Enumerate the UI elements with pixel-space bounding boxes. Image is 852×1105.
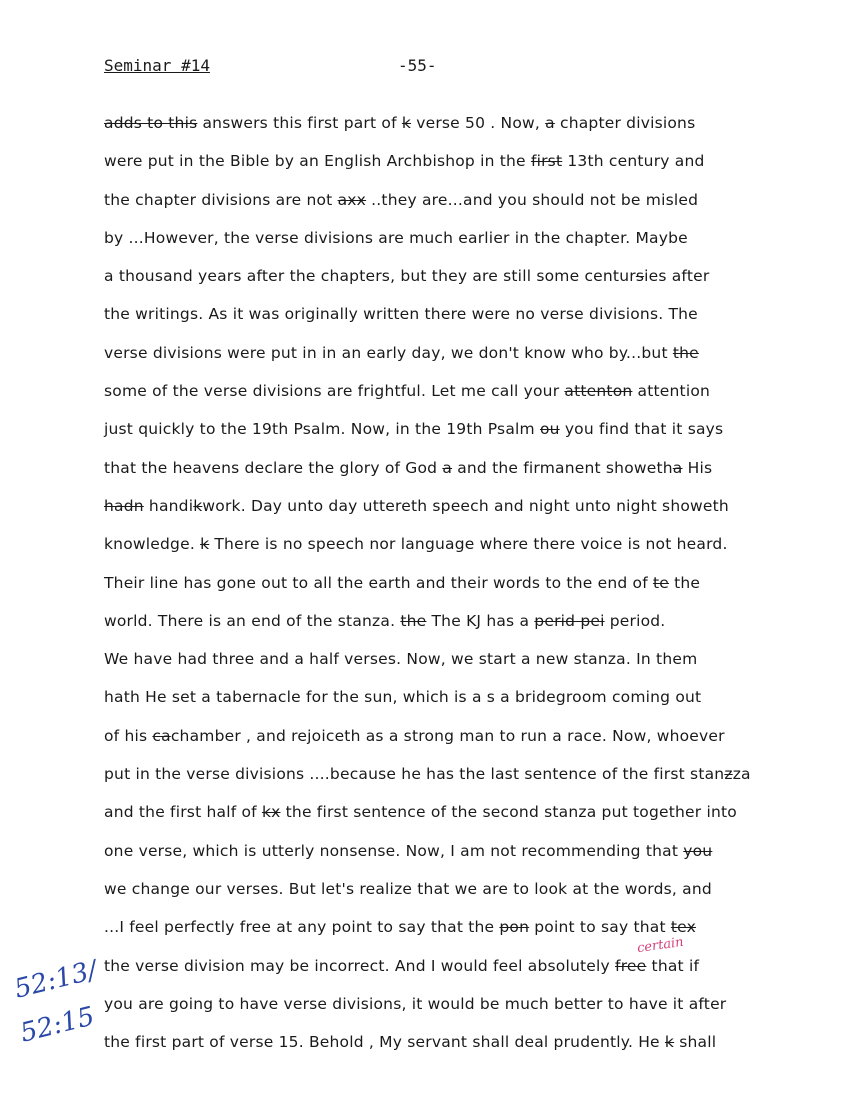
struck-text: hadn [104,496,144,515]
text-line [104,879,794,917]
text-segment: point to say that [529,918,671,937]
text-segment: and the firmanent showeth [452,458,673,477]
text-segment: one verse, which is utterly nonsense. Now, I am not recommending that [104,841,684,860]
text-segment: just quickly to the 19th Psalm. Now, in the 19th Psalm [104,420,540,439]
text-segment: we change our verses. But let's realize that we are to look at the words, and [104,879,712,898]
text-segment: answers this first part of [197,114,402,132]
text-segment: verse 50 . Now, [411,114,546,132]
handwritten-correction: certain [636,934,685,957]
text-segment: handi [143,496,194,515]
text-line [104,534,794,572]
struck-text: axx [337,190,367,209]
text-segment: that if [646,956,700,975]
text-segment: period. [604,611,666,630]
text-segment: the first sentence of the second stanza put together into [280,803,737,822]
text-line [104,458,794,496]
text-segment: ies after [644,267,710,286]
text-segment: some of the verse divisions are frightful. Let me call your [104,382,565,401]
struck-text: kx [261,803,281,822]
text-segment: Their line has gone out to all the earth and their words to the end of [104,573,653,592]
text-segment: a thousand years after the chapters, but they are still some centur [104,267,636,286]
struck-text: adds to this [104,114,198,132]
struck-text: ca [152,726,171,745]
text-segment: The KJ has a [426,611,535,630]
text-segment: chamber , and rejoiceth as a strong man to run a race. Now, whoever [170,726,725,745]
text-line [104,381,794,419]
text-line [104,304,794,342]
text-segment: you are going to have verse divisions, it would be much better to have it after [104,994,727,1013]
struck-text: a [672,458,683,477]
struck-text: the [672,343,699,362]
text-line [104,1032,794,1070]
struck-text: you [683,841,713,860]
text-segment: hath He set a tabernacle for the sun, which is a s a bridegroom coming out [104,688,702,707]
text-segment: were put in the Bible by an English Archbishop in the [104,152,531,171]
typed-text-body [104,113,794,1070]
struck-text: k [664,1033,675,1052]
struck-text: a [545,114,555,132]
text-segment: of his [104,726,153,745]
struck-text: k [200,535,210,554]
struck-text: ou [539,420,560,439]
struck-text: k [401,114,412,132]
text-segment: knowledge. [104,535,201,554]
text-segment: work. Day unto day uttereth speech and night unto night showeth [202,496,729,515]
text-line [104,611,794,649]
text-line [104,649,794,687]
text-segment: ..they are...and you should not be misled [366,190,699,209]
page-header [104,56,210,75]
text-line [104,994,794,1032]
page-number: -55- [398,56,437,75]
text-segment: put in the verse divisions ....because he has the last sentence of the first stan [104,765,725,784]
text-segment: the verse division may be incorrect. And I would feel absolutely [104,956,616,975]
struck-text: free [615,956,647,975]
text-line [104,687,794,725]
struck-text: k [193,496,203,515]
text-line [104,190,794,228]
text-segment: 13th century and [562,152,705,171]
text-segment: We have had three and a half verses. Now, we start a new stanza. In them [104,650,698,669]
struck-text: attenton [564,382,633,401]
struck-text: pon [499,918,530,937]
text-segment: the chapter divisions are not [104,190,338,209]
text-segment: by ...However, the verse divisions are much earlier in the chapter. Maybe [104,228,688,247]
text-segment: There is no speech nor language where there voice is not heard. [209,535,728,554]
text-segment: that the heavens declare the glory of God [104,458,443,477]
text-segment: verse divisions were put in in an early day, we don't know who by...but [104,343,673,362]
struck-text: perid pei [534,611,605,630]
struck-text: first [530,152,563,171]
text-line [104,496,794,534]
text-line [104,841,794,879]
text-segment: the writings. As it was originally written there were no verse divisions. The [104,305,698,324]
text-segment: the [669,573,701,592]
struck-text: a [442,458,453,477]
struck-text: z [724,765,733,784]
text-line [104,266,794,304]
text-line [104,573,794,611]
text-segment: chapter divisions [554,114,696,132]
struck-text: the [400,611,427,630]
text-line [104,802,794,840]
text-segment: za [732,765,751,784]
struck-text: te [652,573,669,592]
text-segment: shall [674,1033,717,1052]
struck-text: s [635,267,645,286]
text-line [104,726,794,764]
text-segment: His [682,458,713,477]
text-segment: ...I feel perfectly free at any point to say that the [104,918,500,937]
text-segment: attention [632,382,711,401]
text-line [104,419,794,457]
text-line [104,113,794,151]
text-segment: world. There is an end of the stanza. [104,611,401,630]
text-line [104,343,794,381]
seminar-title: Seminar #14 [104,56,210,75]
text-segment: the first part of verse 15. Behold , My servant shall deal prudently. He [104,1033,665,1052]
text-line [104,764,794,802]
struck-text: tex [670,918,697,937]
text-line [104,956,794,994]
text-line [104,228,794,266]
text-line [104,917,794,955]
text-line [104,151,794,189]
margin-note-1: 52:13/ [11,955,101,1005]
text-segment: you find that it says [559,420,724,439]
margin-note-2: 52:15 [17,1001,98,1049]
text-segment: and the first half of [104,803,262,822]
